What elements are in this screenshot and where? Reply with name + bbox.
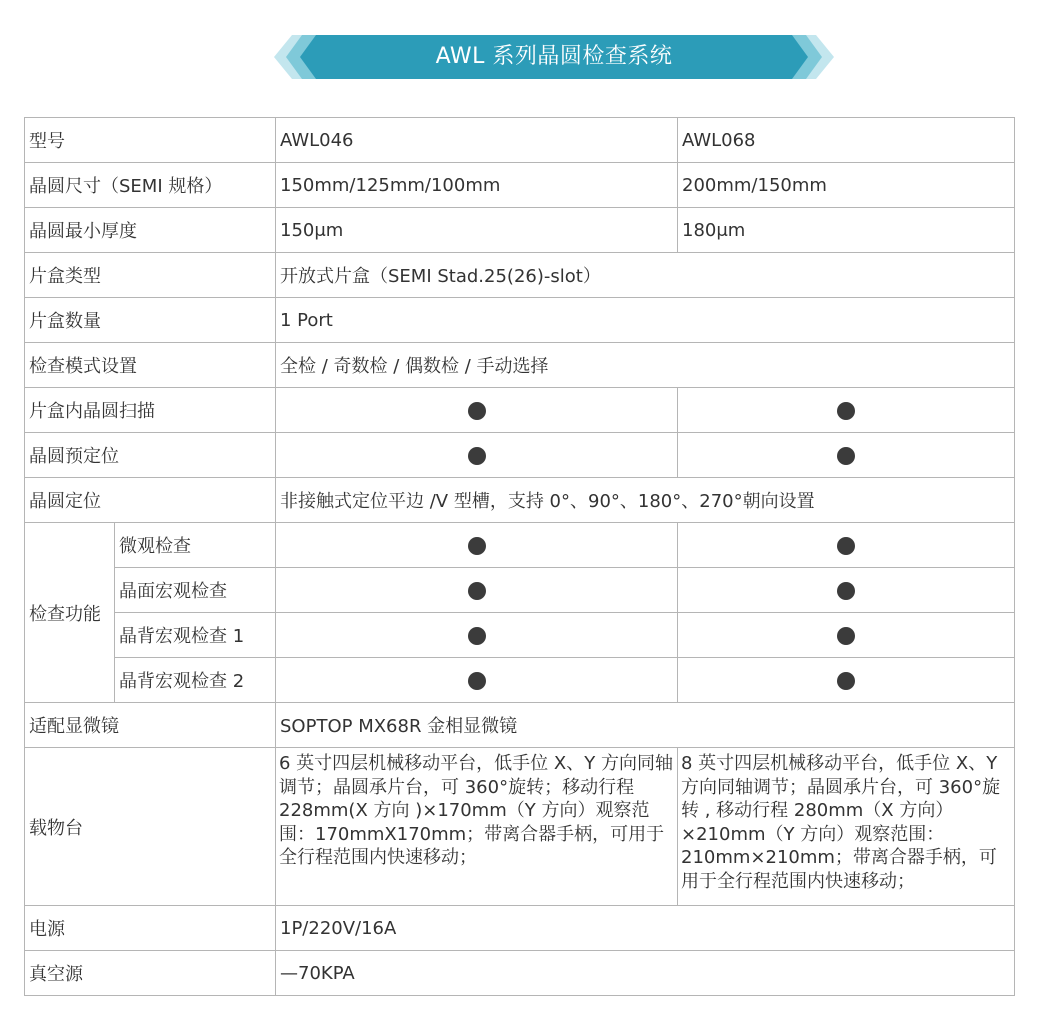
cell-awl046 [276,523,678,568]
row-label: 晶圆预定位 [25,433,276,478]
row-label: 晶圆最小厚度 [25,208,276,253]
cell-awl046 [276,388,678,433]
cell-awl068: 8 英寸四层机械移动平台，低手位 X、Y 方向同轴调节；晶圆承片台，可 360°旋转 , 移动行程 280mm（X 方向）×210mm（Y 方向）观察范围：210mm×210mm；带离合器手柄，可用于全行程范围内快速移动； [678,748,1015,906]
filled-circle-icon [468,672,486,690]
row-label: 片盒类型 [25,253,276,298]
cell-awl068 [678,568,1015,613]
filled-circle-icon [837,582,855,600]
filled-circle-icon [837,402,855,420]
row-model [25,118,1015,163]
filled-circle-icon [837,537,855,555]
cell-awl046 [276,433,678,478]
cell-shared: 开放式片盒（SEMI Stad.25(26)-slot） [276,253,1015,298]
cell-awl068: 180μm [678,208,1015,253]
filled-circle-icon [837,447,855,465]
cell-awl068: 200mm/150mm [678,163,1015,208]
row-cassette-type [25,253,1015,298]
row-label: 型号 [25,118,276,163]
cell-awl068 [678,613,1015,658]
cell-awl046 [276,658,678,703]
row-label: 载物台 [25,748,276,906]
row-label: 适配显微镜 [25,703,276,748]
row-cassette-qty [25,298,1015,343]
row-power [25,906,1015,951]
row-label: 片盒内晶圆扫描 [25,388,276,433]
sub-label: 晶背宏观检查 1 [115,613,276,658]
spec-table [24,117,1015,996]
filled-circle-icon [468,627,486,645]
cell-shared: 非接触式定位平边 /V 型槽，支持 0°、90°、180°、270°朝向设置 [276,478,1015,523]
group-label: 检查功能 [25,523,115,703]
row-align [25,478,1015,523]
filled-circle-icon [468,582,486,600]
sub-label: 微观检查 [115,523,276,568]
row-vacuum [25,951,1015,996]
cell-awl068 [678,658,1015,703]
filled-circle-icon [468,447,486,465]
page-title: AWL 系列晶圆检查系统 [435,44,673,69]
cell-awl046 [276,613,678,658]
cell-awl046: 150mm/125mm/100mm [276,163,678,208]
filled-circle-icon [837,672,855,690]
row-label: 真空源 [25,951,276,996]
cell-awl046 [276,568,678,613]
row-inspect-micro [25,523,1015,568]
filled-circle-icon [837,627,855,645]
cell-awl068 [678,433,1015,478]
cell-shared: —70KPA [276,951,1015,996]
row-microscope [25,703,1015,748]
row-prealign [25,433,1015,478]
row-label: 片盒数量 [25,298,276,343]
row-wafer-scan [25,388,1015,433]
row-label: 晶圆定位 [25,478,276,523]
cell-awl046: AWL046 [276,118,678,163]
cell-shared: 全检 / 奇数检 / 偶数检 / 手动选择 [276,343,1015,388]
sub-label: 晶背宏观检查 2 [115,658,276,703]
row-stage [25,748,1015,906]
cell-shared: 1P/220V/16A [276,906,1015,951]
cell-awl046: 6 英寸四层机械移动平台，低手位 X、Y 方向同轴调节；晶圆承片台，可 360°旋转；移动行程 228mm(X 方向 )×170mm（Y 方向）观察范围：170mmX170mm；带离合器手柄，可用于全行程范围内快速移动； [276,748,678,906]
row-label: 电源 [25,906,276,951]
cell-awl068 [678,388,1015,433]
row-label: 晶圆尺寸（SEMI 规格） [25,163,276,208]
cell-shared: 1 Port [276,298,1015,343]
cell-awl068 [678,523,1015,568]
cell-awl068: AWL068 [678,118,1015,163]
row-wafer-size [25,163,1015,208]
row-inspect-mode [25,343,1015,388]
row-label: 检查模式设置 [25,343,276,388]
sub-label: 晶面宏观检查 [115,568,276,613]
row-inspect-back-macro-2 [25,658,1015,703]
cell-awl046: 150μm [276,208,678,253]
cell-shared: SOPTOP MX68R 金相显微镜 [276,703,1015,748]
filled-circle-icon [468,402,486,420]
filled-circle-icon [468,537,486,555]
row-min-thickness [25,208,1015,253]
row-inspect-back-macro-1 [25,613,1015,658]
row-inspect-front-macro [25,568,1015,613]
title-banner [274,35,834,79]
